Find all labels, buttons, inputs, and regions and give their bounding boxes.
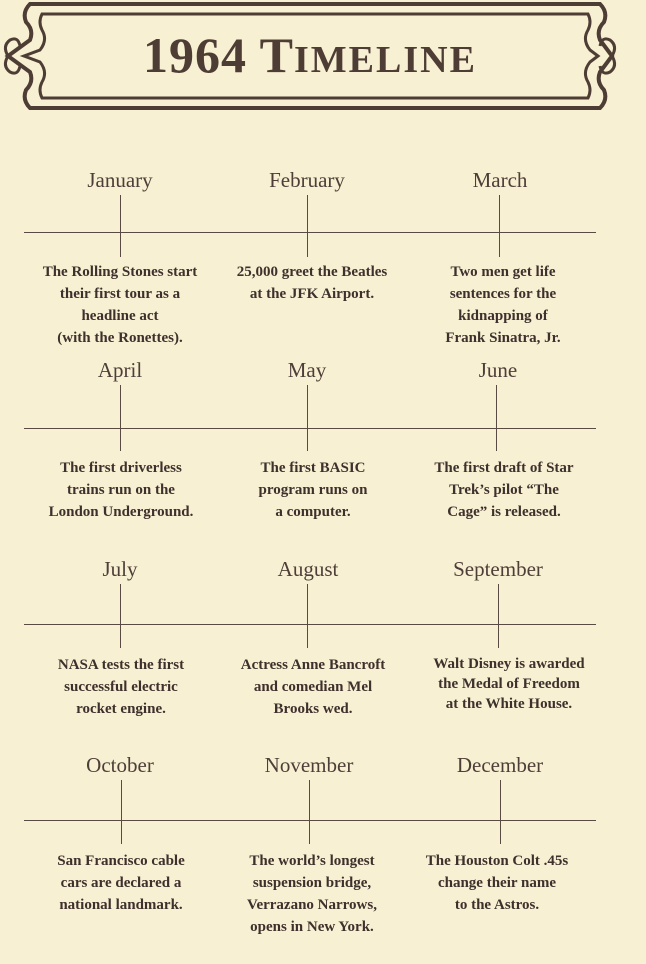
event-march <box>403 261 603 349</box>
event-line: at the White House. <box>445 696 573 712</box>
event-line: change their name <box>437 875 557 891</box>
event-line: 25,000 greet the Beatles <box>236 264 388 280</box>
timeline-tick <box>120 584 121 648</box>
event-line: and comedian Mel <box>253 679 373 695</box>
event-line: The first BASIC <box>260 460 366 476</box>
event-november <box>212 850 412 938</box>
event-line: national landmark. <box>59 897 183 913</box>
event-line: The Rolling Stones start <box>42 264 198 280</box>
title-first-letter: T <box>259 27 295 83</box>
event-april <box>21 457 221 523</box>
event-line: their first tour as a <box>59 286 181 302</box>
event-line: The first draft of Star <box>434 460 574 476</box>
month-label-june: June <box>478 358 518 382</box>
month-label-january: January <box>87 168 153 192</box>
event-line: Two men get life <box>450 264 556 280</box>
timeline-tick <box>307 584 308 648</box>
timeline-tick <box>499 195 500 257</box>
page-title <box>0 26 620 84</box>
event-october <box>21 850 221 916</box>
event-line: The Houston Colt .45s <box>425 853 569 869</box>
event-may <box>213 457 413 523</box>
month-label-august: August <box>277 557 339 581</box>
event-january <box>20 261 220 349</box>
event-line: headline act <box>81 308 159 324</box>
timeline-tick <box>121 780 122 844</box>
event-december <box>397 850 597 916</box>
event-line: Trek’s pilot “The <box>449 482 559 498</box>
event-february <box>212 261 412 305</box>
event-line: The world’s longest <box>249 853 375 869</box>
month-label-september: September <box>453 557 543 581</box>
event-line: program runs on <box>258 482 368 498</box>
event-line: Walt Disney is awarded <box>433 656 585 672</box>
event-line: to the Astros. <box>454 897 540 913</box>
event-july <box>21 654 221 720</box>
timeline-tick <box>500 780 501 844</box>
event-line: Cage” is released. <box>447 504 561 520</box>
month-label-february: February <box>269 168 345 192</box>
event-line: cars are declared a <box>60 875 182 891</box>
event-august <box>213 654 413 720</box>
event-september <box>404 654 614 714</box>
month-label-december: December <box>456 753 544 777</box>
event-line: suspension bridge, <box>252 875 372 891</box>
event-line: a computer. <box>275 504 351 520</box>
timeline-tick <box>309 780 310 844</box>
timeline-tick <box>307 385 308 451</box>
event-line: sentences for the <box>449 286 557 302</box>
event-june <box>404 457 604 523</box>
month-label-april: April <box>97 358 143 382</box>
timeline-tick <box>307 195 308 257</box>
title-year: 1964 <box>143 27 248 83</box>
title-rest: IMELINE <box>294 39 477 81</box>
event-line: Brooks wed. <box>273 701 353 717</box>
event-line: Actress Anne Bancroft <box>240 657 386 673</box>
event-line: trains run on the <box>67 482 175 498</box>
timeline-line <box>24 624 596 625</box>
month-label-july: July <box>102 557 138 581</box>
event-line: Verrazano Narrows, <box>247 897 377 913</box>
event-line: The first driverless <box>60 460 182 476</box>
month-label-may: May <box>287 358 327 382</box>
timeline-tick <box>120 385 121 451</box>
month-label-october: October <box>86 753 154 777</box>
event-line: opens in New York. <box>250 919 374 935</box>
event-line: kidnapping of <box>458 308 548 324</box>
event-line: successful electric <box>64 679 178 695</box>
timeline-tick <box>498 584 499 648</box>
timeline-line <box>24 428 596 429</box>
event-line: San Francisco cable <box>57 853 185 869</box>
event-line: Frank Sinatra, Jr. <box>445 330 561 346</box>
event-line: NASA tests the first <box>57 657 185 673</box>
event-line: the Medal of Freedom <box>438 676 580 692</box>
event-line: rocket engine. <box>76 701 166 717</box>
event-line: (with the Ronettes). <box>57 330 183 346</box>
month-label-march: March <box>472 168 528 192</box>
event-line: at the JFK Airport. <box>249 286 375 302</box>
timeline-tick <box>120 195 121 257</box>
timeline-line <box>24 232 596 233</box>
title-banner <box>0 0 646 112</box>
timeline-line <box>24 820 596 821</box>
timeline-tick <box>496 385 497 451</box>
event-line: London Underground. <box>48 504 194 520</box>
month-label-november: November <box>264 753 354 777</box>
